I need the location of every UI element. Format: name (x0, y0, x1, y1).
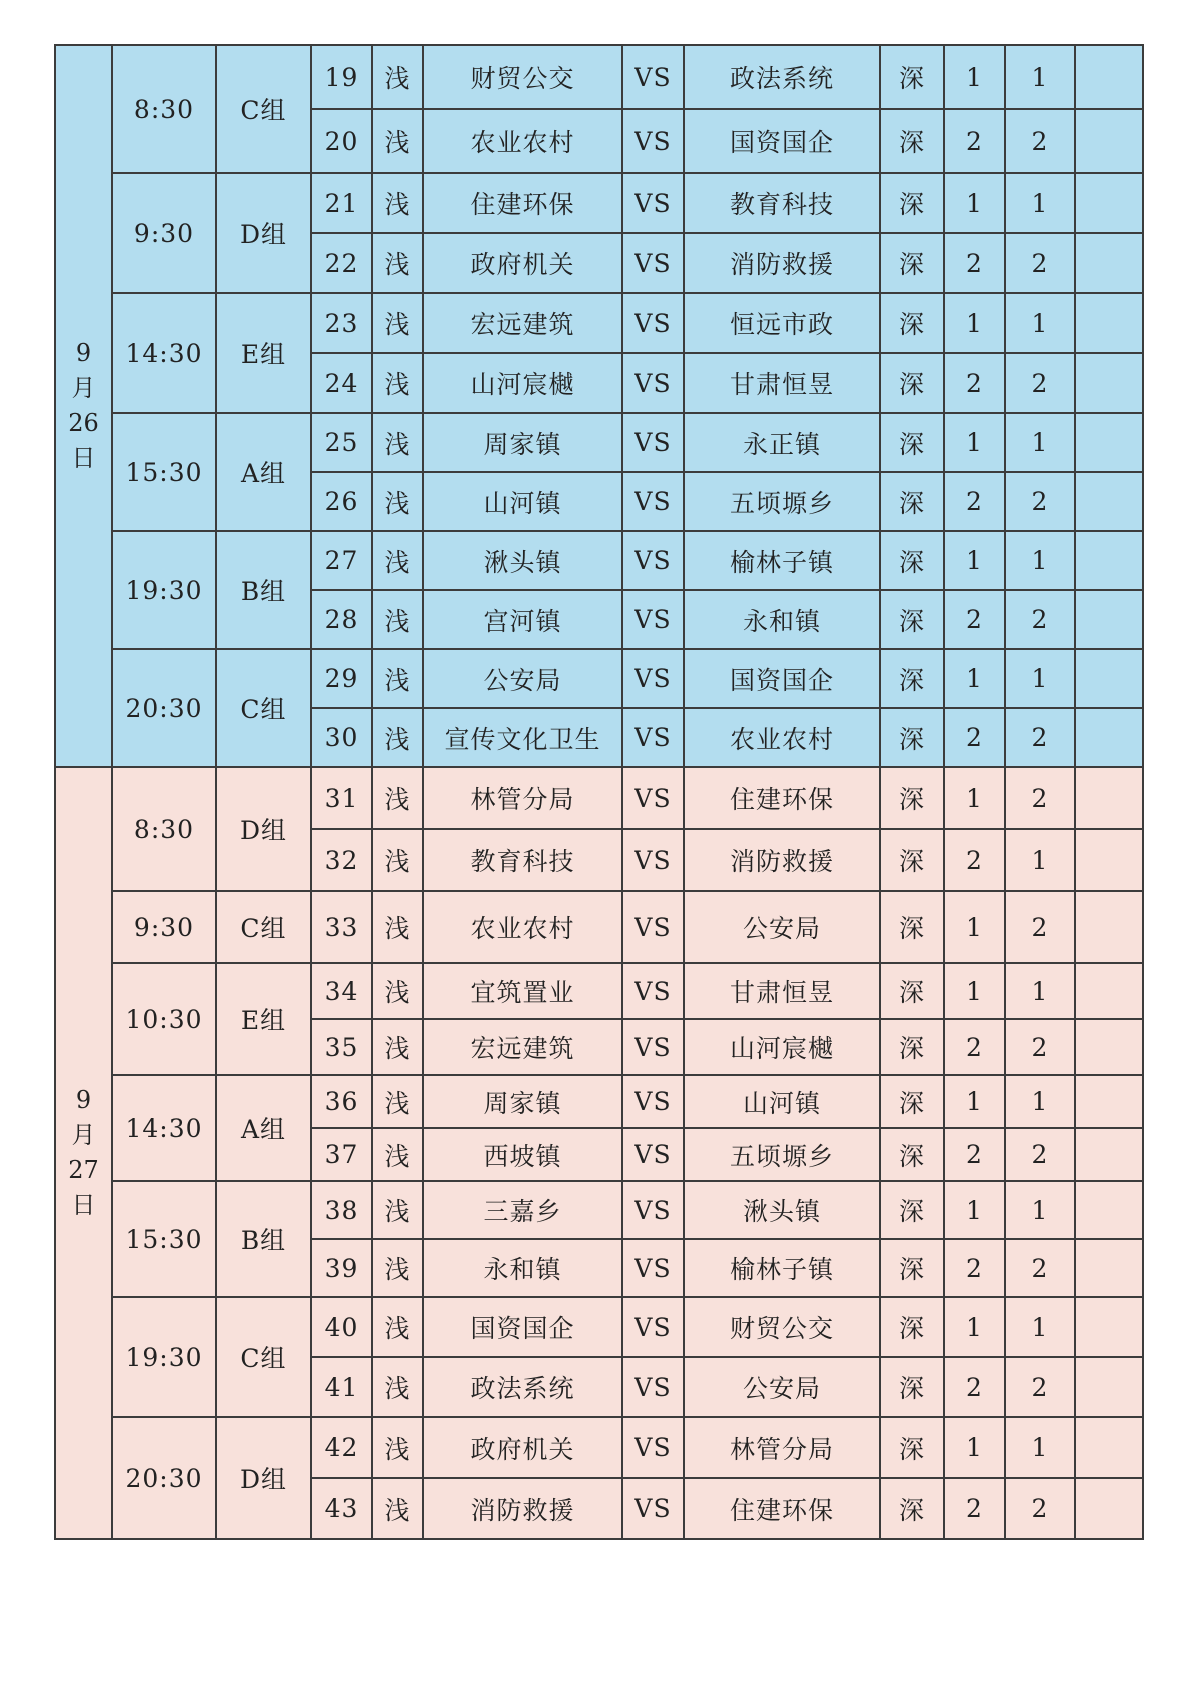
light-side-label: 浅 (372, 1417, 423, 1478)
vs-label: VS (622, 109, 684, 173)
value-2: 2 (1005, 891, 1075, 963)
light-side-label: 浅 (372, 708, 423, 767)
group-name: A组 (216, 1075, 311, 1181)
kickoff-time: 20:30 (112, 1417, 216, 1539)
note-cell (1075, 963, 1143, 1019)
away-team: 农业农村 (684, 708, 880, 767)
light-side-label: 浅 (372, 649, 423, 708)
light-side-label: 浅 (372, 293, 423, 353)
date-char: 26 (68, 409, 99, 437)
kickoff-time: 10:30 (112, 963, 216, 1075)
light-side-label: 浅 (372, 233, 423, 293)
value-1: 1 (944, 1417, 1005, 1478)
light-side-label: 浅 (372, 45, 423, 109)
value-1: 2 (944, 708, 1005, 767)
home-team: 政府机关 (423, 1417, 622, 1478)
note-cell (1075, 109, 1143, 173)
note-cell (1075, 1417, 1143, 1478)
note-cell (1075, 1181, 1143, 1239)
value-1: 1 (944, 963, 1005, 1019)
home-team: 公安局 (423, 649, 622, 708)
vs-label: VS (622, 767, 684, 829)
away-team: 消防救援 (684, 233, 880, 293)
match-number: 23 (311, 293, 372, 353)
kickoff-time: 15:30 (112, 413, 216, 531)
vs-label: VS (622, 233, 684, 293)
light-side-label: 浅 (372, 1075, 423, 1128)
light-side-label: 浅 (372, 109, 423, 173)
note-cell (1075, 708, 1143, 767)
home-team: 政府机关 (423, 233, 622, 293)
home-team: 宣传文化卫生 (423, 708, 622, 767)
value-2: 2 (1005, 233, 1075, 293)
value-2: 2 (1005, 109, 1075, 173)
note-cell (1075, 590, 1143, 649)
home-team: 三嘉乡 (423, 1181, 622, 1239)
away-team: 甘肃恒昱 (684, 963, 880, 1019)
value-1: 1 (944, 413, 1005, 472)
date-char: 日 (71, 443, 96, 472)
match-number: 38 (311, 1181, 372, 1239)
value-1: 2 (944, 1128, 1005, 1181)
group-name: C组 (216, 1297, 311, 1417)
vs-label: VS (622, 293, 684, 353)
match-row (55, 1075, 1143, 1128)
match-number: 42 (311, 1417, 372, 1478)
match-row (55, 45, 1143, 109)
value-1: 2 (944, 829, 1005, 891)
value-2: 1 (1005, 413, 1075, 472)
dark-side-label: 深 (880, 1417, 944, 1478)
light-side-label: 浅 (372, 472, 423, 531)
match-number: 27 (311, 531, 372, 590)
away-team: 财贸公交 (684, 1297, 880, 1357)
kickoff-time: 9:30 (112, 891, 216, 963)
match-date (55, 767, 112, 1539)
vs-label: VS (622, 649, 684, 708)
home-team: 农业农村 (423, 891, 622, 963)
dark-side-label: 深 (880, 353, 944, 413)
light-side-label: 浅 (372, 531, 423, 590)
value-2: 2 (1005, 1478, 1075, 1539)
vs-label: VS (622, 1478, 684, 1539)
dark-side-label: 深 (880, 829, 944, 891)
dark-side-label: 深 (880, 891, 944, 963)
value-2: 1 (1005, 649, 1075, 708)
dark-side-label: 深 (880, 1075, 944, 1128)
note-cell (1075, 1478, 1143, 1539)
note-cell (1075, 233, 1143, 293)
kickoff-time: 19:30 (112, 531, 216, 649)
home-team: 宜筑置业 (423, 963, 622, 1019)
match-row (55, 413, 1143, 472)
away-team: 公安局 (684, 1357, 880, 1417)
match-number: 39 (311, 1239, 372, 1297)
vs-label: VS (622, 829, 684, 891)
match-number: 43 (311, 1478, 372, 1539)
value-2: 1 (1005, 1417, 1075, 1478)
light-side-label: 浅 (372, 1181, 423, 1239)
kickoff-time: 20:30 (112, 649, 216, 767)
value-2: 2 (1005, 708, 1075, 767)
match-schedule-table (54, 44, 1144, 1540)
vs-label: VS (622, 590, 684, 649)
value-2: 2 (1005, 590, 1075, 649)
home-team: 周家镇 (423, 413, 622, 472)
match-number: 30 (311, 708, 372, 767)
vs-label: VS (622, 531, 684, 590)
value-2: 2 (1005, 353, 1075, 413)
match-number: 31 (311, 767, 372, 829)
home-team: 住建环保 (423, 173, 622, 233)
home-team: 宫河镇 (423, 590, 622, 649)
value-1: 1 (944, 173, 1005, 233)
light-side-label: 浅 (372, 1357, 423, 1417)
kickoff-time: 14:30 (112, 293, 216, 413)
match-number: 25 (311, 413, 372, 472)
dark-side-label: 深 (880, 1357, 944, 1417)
match-number: 37 (311, 1128, 372, 1181)
match-number: 19 (311, 45, 372, 109)
away-team: 五顷塬乡 (684, 472, 880, 531)
vs-label: VS (622, 708, 684, 767)
note-cell (1075, 767, 1143, 829)
value-2: 1 (1005, 531, 1075, 590)
home-team: 宏远建筑 (423, 293, 622, 353)
away-team: 榆林子镇 (684, 1239, 880, 1297)
value-1: 2 (944, 1357, 1005, 1417)
match-row (55, 173, 1143, 233)
value-2: 1 (1005, 963, 1075, 1019)
away-team: 山河镇 (684, 1075, 880, 1128)
away-team: 公安局 (684, 891, 880, 963)
group-name: E组 (216, 293, 311, 413)
away-team: 住建环保 (684, 767, 880, 829)
kickoff-time: 19:30 (112, 1297, 216, 1417)
value-1: 2 (944, 590, 1005, 649)
value-2: 1 (1005, 1181, 1075, 1239)
vs-label: VS (622, 413, 684, 472)
away-team: 消防救援 (684, 829, 880, 891)
note-cell (1075, 413, 1143, 472)
value-2: 2 (1005, 1128, 1075, 1181)
group-name: A组 (216, 413, 311, 531)
match-row (55, 649, 1143, 708)
dark-side-label: 深 (880, 708, 944, 767)
group-name: C组 (216, 891, 311, 963)
value-2: 1 (1005, 173, 1075, 233)
note-cell (1075, 649, 1143, 708)
home-team: 山河宸樾 (423, 353, 622, 413)
date-char: 9 (75, 339, 92, 368)
away-team: 甘肃恒昱 (684, 353, 880, 413)
date-char: 月 (71, 1121, 96, 1150)
light-side-label: 浅 (372, 891, 423, 963)
value-1: 2 (944, 353, 1005, 413)
group-name: D组 (216, 1417, 311, 1539)
light-side-label: 浅 (372, 1478, 423, 1539)
dark-side-label: 深 (880, 1478, 944, 1539)
date-char: 日 (71, 1190, 96, 1219)
away-team: 山河宸樾 (684, 1019, 880, 1075)
match-row (55, 963, 1143, 1019)
away-team: 林管分局 (684, 1417, 880, 1478)
light-side-label: 浅 (372, 963, 423, 1019)
vs-label: VS (622, 891, 684, 963)
dark-side-label: 深 (880, 963, 944, 1019)
vs-label: VS (622, 353, 684, 413)
note-cell (1075, 1128, 1143, 1181)
match-row (55, 531, 1143, 590)
match-number: 26 (311, 472, 372, 531)
light-side-label: 浅 (372, 1297, 423, 1357)
light-side-label: 浅 (372, 353, 423, 413)
light-side-label: 浅 (372, 413, 423, 472)
kickoff-time: 8:30 (112, 45, 216, 173)
value-1: 1 (944, 293, 1005, 353)
home-team: 宏远建筑 (423, 1019, 622, 1075)
match-number: 22 (311, 233, 372, 293)
match-row (55, 891, 1143, 963)
home-team: 政法系统 (423, 1357, 622, 1417)
vs-label: VS (622, 1417, 684, 1478)
kickoff-time: 8:30 (112, 767, 216, 891)
match-row (55, 293, 1143, 353)
dark-side-label: 深 (880, 1297, 944, 1357)
group-name: D组 (216, 767, 311, 891)
value-2: 2 (1005, 1239, 1075, 1297)
note-cell (1075, 1239, 1143, 1297)
dark-side-label: 深 (880, 1019, 944, 1075)
value-1: 1 (944, 649, 1005, 708)
group-name: C组 (216, 649, 311, 767)
value-2: 1 (1005, 293, 1075, 353)
date-char: 27 (68, 1156, 99, 1184)
value-1: 2 (944, 109, 1005, 173)
value-1: 1 (944, 1181, 1005, 1239)
vs-label: VS (622, 173, 684, 233)
away-team: 住建环保 (684, 1478, 880, 1539)
note-cell (1075, 1357, 1143, 1417)
home-team: 林管分局 (423, 767, 622, 829)
vs-label: VS (622, 1357, 684, 1417)
group-name: B组 (216, 1181, 311, 1297)
vs-label: VS (622, 472, 684, 531)
away-team: 恒远市政 (684, 293, 880, 353)
value-2: 2 (1005, 1019, 1075, 1075)
match-row (55, 767, 1143, 829)
dark-side-label: 深 (880, 649, 944, 708)
note-cell (1075, 1019, 1143, 1075)
dark-side-label: 深 (880, 767, 944, 829)
match-row (55, 1417, 1143, 1478)
note-cell (1075, 173, 1143, 233)
away-team: 政法系统 (684, 45, 880, 109)
kickoff-time: 15:30 (112, 1181, 216, 1297)
dark-side-label: 深 (880, 590, 944, 649)
match-row (55, 1297, 1143, 1357)
note-cell (1075, 293, 1143, 353)
home-team: 永和镇 (423, 1239, 622, 1297)
vs-label: VS (622, 1239, 684, 1297)
schedule-body (55, 45, 1143, 1539)
away-team: 湫头镇 (684, 1181, 880, 1239)
light-side-label: 浅 (372, 1239, 423, 1297)
home-team: 山河镇 (423, 472, 622, 531)
match-number: 41 (311, 1357, 372, 1417)
note-cell (1075, 1297, 1143, 1357)
match-number: 32 (311, 829, 372, 891)
group-name: C组 (216, 45, 311, 173)
value-2: 1 (1005, 1075, 1075, 1128)
kickoff-time: 9:30 (112, 173, 216, 293)
away-team: 永正镇 (684, 413, 880, 472)
note-cell (1075, 1075, 1143, 1128)
dark-side-label: 深 (880, 413, 944, 472)
match-number: 28 (311, 590, 372, 649)
dark-side-label: 深 (880, 109, 944, 173)
value-1: 2 (944, 472, 1005, 531)
home-team: 湫头镇 (423, 531, 622, 590)
away-team: 教育科技 (684, 173, 880, 233)
match-number: 33 (311, 891, 372, 963)
value-1: 1 (944, 1297, 1005, 1357)
vs-label: VS (622, 963, 684, 1019)
light-side-label: 浅 (372, 590, 423, 649)
value-2: 1 (1005, 829, 1075, 891)
kickoff-time: 14:30 (112, 1075, 216, 1181)
value-1: 2 (944, 233, 1005, 293)
note-cell (1075, 531, 1143, 590)
light-side-label: 浅 (372, 173, 423, 233)
home-team: 国资国企 (423, 1297, 622, 1357)
vs-label: VS (622, 1019, 684, 1075)
dark-side-label: 深 (880, 1181, 944, 1239)
vs-label: VS (622, 1128, 684, 1181)
value-2: 2 (1005, 472, 1075, 531)
home-team: 教育科技 (423, 829, 622, 891)
match-number: 40 (311, 1297, 372, 1357)
note-cell (1075, 353, 1143, 413)
vs-label: VS (622, 1075, 684, 1128)
value-1: 2 (944, 1239, 1005, 1297)
vs-label: VS (622, 45, 684, 109)
match-number: 35 (311, 1019, 372, 1075)
home-team: 周家镇 (423, 1075, 622, 1128)
note-cell (1075, 45, 1143, 109)
value-1: 1 (944, 891, 1005, 963)
value-2: 2 (1005, 767, 1075, 829)
match-number: 36 (311, 1075, 372, 1128)
match-number: 34 (311, 963, 372, 1019)
away-team: 榆林子镇 (684, 531, 880, 590)
match-number: 21 (311, 173, 372, 233)
vs-label: VS (622, 1297, 684, 1357)
light-side-label: 浅 (372, 767, 423, 829)
value-1: 1 (944, 767, 1005, 829)
dark-side-label: 深 (880, 1239, 944, 1297)
group-name: E组 (216, 963, 311, 1075)
dark-side-label: 深 (880, 173, 944, 233)
note-cell (1075, 891, 1143, 963)
value-2: 2 (1005, 1357, 1075, 1417)
date-char: 月 (71, 374, 96, 403)
home-team: 西坡镇 (423, 1128, 622, 1181)
home-team: 农业农村 (423, 109, 622, 173)
match-number: 29 (311, 649, 372, 708)
away-team: 五顷塬乡 (684, 1128, 880, 1181)
dark-side-label: 深 (880, 531, 944, 590)
value-1: 1 (944, 1075, 1005, 1128)
dark-side-label: 深 (880, 293, 944, 353)
value-1: 2 (944, 1478, 1005, 1539)
match-date (55, 45, 112, 767)
home-team: 财贸公交 (423, 45, 622, 109)
home-team: 消防救援 (423, 1478, 622, 1539)
group-name: B组 (216, 531, 311, 649)
dark-side-label: 深 (880, 45, 944, 109)
dark-side-label: 深 (880, 233, 944, 293)
value-1: 1 (944, 531, 1005, 590)
value-2: 1 (1005, 45, 1075, 109)
away-team: 永和镇 (684, 590, 880, 649)
group-name: D组 (216, 173, 311, 293)
note-cell (1075, 829, 1143, 891)
value-2: 1 (1005, 1297, 1075, 1357)
dark-side-label: 深 (880, 1128, 944, 1181)
match-number: 24 (311, 353, 372, 413)
light-side-label: 浅 (372, 1128, 423, 1181)
match-number: 20 (311, 109, 372, 173)
light-side-label: 浅 (372, 1019, 423, 1075)
value-1: 2 (944, 1019, 1005, 1075)
light-side-label: 浅 (372, 829, 423, 891)
date-char: 9 (75, 1086, 92, 1115)
dark-side-label: 深 (880, 472, 944, 531)
away-team: 国资国企 (684, 109, 880, 173)
note-cell (1075, 472, 1143, 531)
value-1: 1 (944, 45, 1005, 109)
away-team: 国资国企 (684, 649, 880, 708)
match-row (55, 1181, 1143, 1239)
vs-label: VS (622, 1181, 684, 1239)
